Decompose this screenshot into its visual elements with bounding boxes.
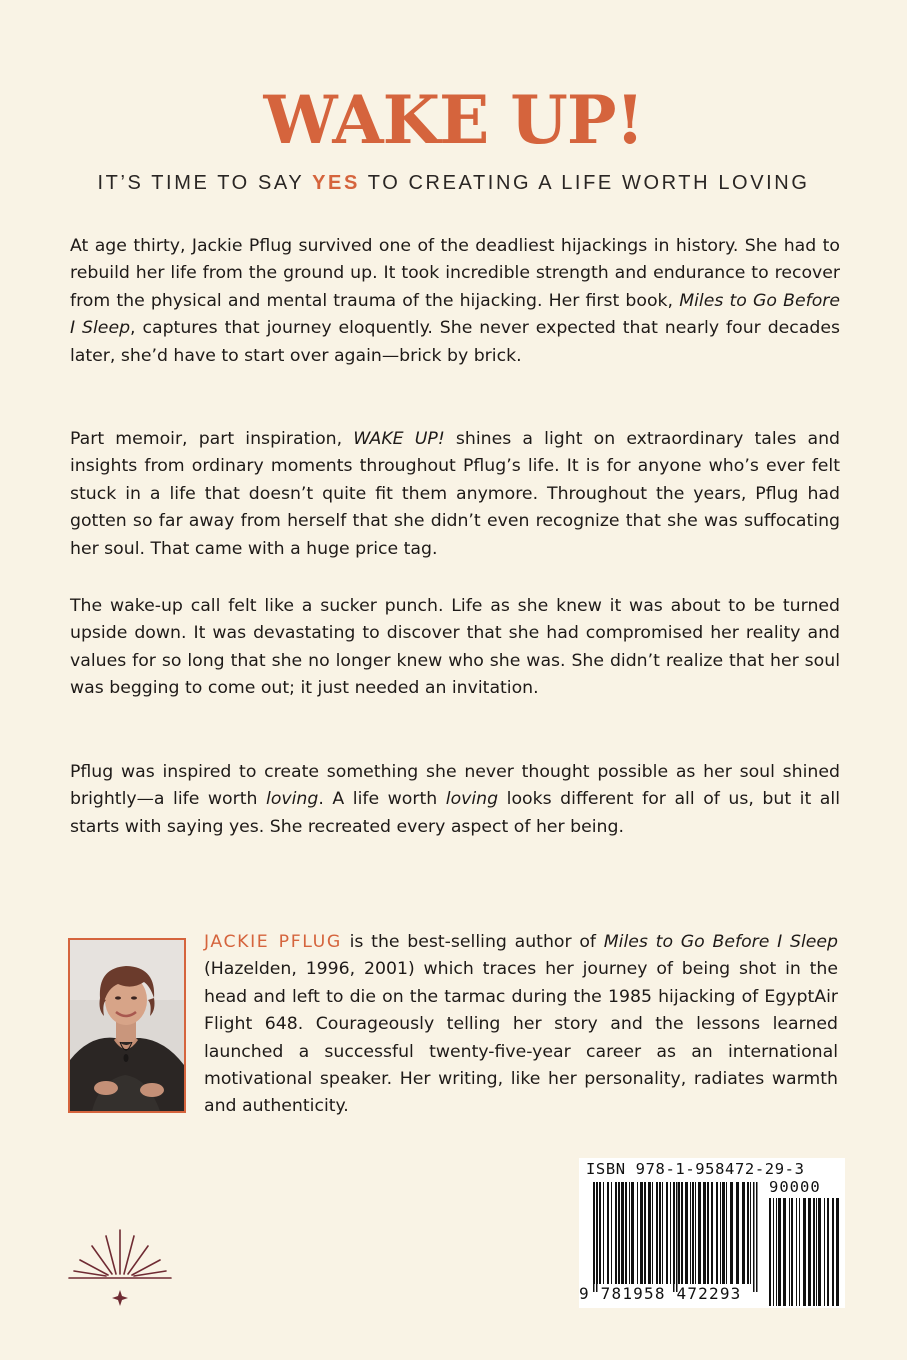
text-run: looks different for all of us, but it all starts with saying yes. She recreated every aspect of her being.	[70, 789, 841, 837]
author-photo	[68, 938, 186, 1113]
text-run: is the best-selling author of	[341, 932, 604, 952]
isbn-barcode	[579, 1158, 845, 1308]
text-run: Pflug was inspired to create something she never thought possible as her soul shined brightly—a life worth	[70, 762, 840, 810]
subtitle-emphasis: YES	[312, 172, 360, 194]
emphasis: loving	[445, 789, 499, 810]
book-reference: Miles to Go Before I Sleep	[70, 290, 841, 339]
text-run: At age thirty, Jackie Pflug survived one of the deadliest hijackings in history. She had to rebuild her life from the ground up. It took incredible strength and endurance to recover from the physical and mental trauma of the hijacking. Her first book,	[70, 236, 840, 311]
isbn-label: ISBN 978-1-958472-29-3	[586, 1160, 805, 1178]
blurb-paragraph-4	[70, 759, 840, 841]
emphasis: loving	[266, 789, 319, 810]
blurb-paragraph-3	[70, 593, 840, 703]
author-portrait-illustration	[70, 940, 184, 1111]
ean-digits: 9 781958 472293	[579, 1284, 742, 1303]
text-run: . A life worth	[318, 789, 446, 810]
author-name: JACKIE PFLUG	[204, 932, 342, 952]
book-subtitle	[0, 170, 907, 196]
subtitle-text-after: TO CREATING A LIFE WORTH LOVING	[359, 172, 810, 194]
text-run: The wake-up call felt like a sucker punch. Life as she knew it was about to be turned upside down. It was devastating to discover that she had compromised her reality and values for so long that she no longer knew who she was. She didn’t realize that her soul was begging to come out; it just needed an invitation.	[70, 596, 840, 699]
price-code: 90000	[769, 1178, 821, 1196]
text-run: shines a light on extraordinary tales and insights from ordinary moments throughout Pflug’s life. It is for anyone who’s ever felt stuck in a life that doesn’t quite fit them anymore. Throughout the years, Pflug had gotten so far away from herself that she didn’t even recognize that she was suffocating her soul. That came with a huge price tag.	[70, 429, 841, 559]
text-run: , captures that journey eloquently. She never expected that nearly four decades later, she’d have to start over again—brick by brick.	[70, 318, 840, 366]
book-title: WAKE UP!	[263, 81, 644, 159]
text-run: (Hazelden, 1996, 2001) which traces her journey of being shot in the head and left to die on the tarmac during the 1985 hijacking of EgyptAir Flight 648. Courageously telling her story and the lessons learned launched a successful twenty-five-year career as an international motivational speaker. Her writing, like her personality, radiates warmth and authenticity.	[204, 959, 838, 1117]
author-bio	[204, 929, 838, 1121]
book-reference: Miles to Go Before I Sleep	[603, 932, 838, 952]
title-reference: WAKE UP!	[353, 429, 445, 449]
blurb-paragraph-2	[70, 426, 840, 563]
subtitle-text-before: IT’S TIME TO SAY	[97, 172, 313, 194]
blurb-paragraph-1	[70, 233, 840, 370]
publisher-logo-sunrise-icon	[66, 1228, 174, 1308]
text-run: Part memoir, part inspiration,	[70, 429, 354, 449]
